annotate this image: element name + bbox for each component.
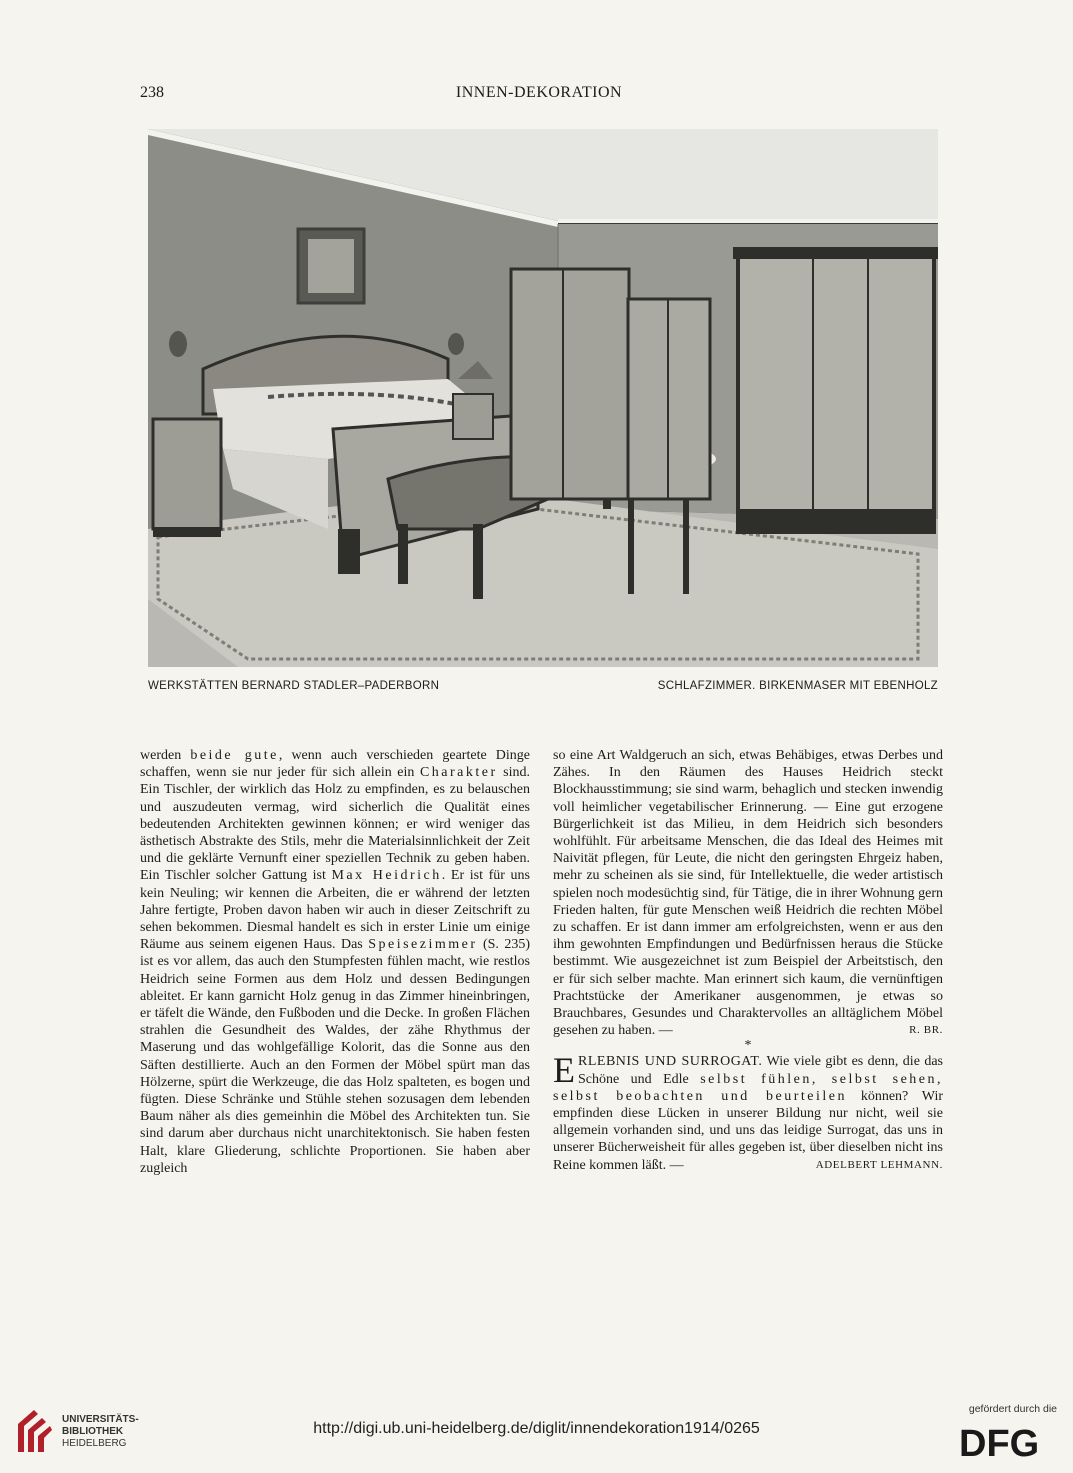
spaced-emphasis: Speisezimmer <box>368 937 478 953</box>
library-name-line: BIBLIOTHEK <box>62 1426 124 1437</box>
bedroom-photo-illustration <box>148 129 938 667</box>
article-paragraph <box>140 747 530 1177</box>
text-column-right <box>553 747 943 1174</box>
drop-cap: E <box>553 1050 575 1091</box>
library-name-line: UNIVERSITÄTS- <box>62 1414 139 1425</box>
text-run: . Er ist für uns kein Neuling; wir kennen die Arbeiten, die er während der letzten Jahre fertigte, Proben davon haben wir auch in dieser Zeitschrift zu sehen bekommen. Diesmal handelt es sich in erster Linie um einige Räume aus seinem eigenen Haus. Das <box>140 868 530 953</box>
funding-label: gefördert durch die <box>968 1403 1057 1415</box>
text-run: Wie viele gibt es denn, die das Schöne und Edle <box>578 1054 943 1087</box>
text-run: sind. Ein Tischler, der wirklich das Holz zu empfinden, es zu belauschen und auszudeuten vermag, wird sicherlich die Qualität eines bedeutenden Architekten gewinnen können; er wird weniger das ästhetisch Abstrakte des Stils, mehr die Materialsinnlichkeit der Zeit und die geklärte Vernunft einer speziellen Technik zu geben haben. Ein Tischler solcher Gattung ist <box>140 765 530 884</box>
photo-credit-caption: WERKSTÄTTEN BERNARD STADLER–PADERBORN <box>148 680 440 692</box>
dfg-logo-icon[interactable] <box>959 1424 1059 1460</box>
text-run: (S. 235) ist es vor allem, das auch den Stumpfesten fühlen macht, wie restlos Heidrich seine Formen aus dem Holz und dessen Bedingungen ableitet. Er kann garnicht Holz genug in das Zimmer hineinbringen, er täfelt die Wände, den Fußboden und die Decke. In großen Flächen strahlen die Gesundheit des Waldes, der zähe Rhythmus der Maserung und das wohlgefällige Kolorit, das die Sonne aus den Säften destillierte. Auch an den Formen der Möbel spürt man das Hölzerne, spürt die Werkzeuge, die das Holz spalteten, es bogen und fügten. Diese Schränke und Stühle stehen sozusagen dem lebenden Baum näher als dies gemeinhin die Möbel des Architekten tun. Sie sind darum aber durchaus nicht unarchitektonisch. Sie haben festen Halt, klare Gliederung, schlichte Proportionen. Sie haben aber zugleich <box>140 937 530 1176</box>
dfg-logo-text: DFG <box>959 1424 1040 1460</box>
page-number: 238 <box>140 84 164 101</box>
library-name-line: HEIDELBERG <box>62 1438 127 1449</box>
author-signature: R. BR. <box>909 1024 943 1037</box>
author-signature: ADELBERT LEHMANN. <box>815 1158 943 1171</box>
bedroom-photograph <box>148 129 938 667</box>
page-header <box>140 84 938 106</box>
spaced-emphasis: beide gute <box>190 748 279 763</box>
running-title: INNEN-DEKORATION <box>455 84 623 101</box>
permalink-url[interactable]: http://digi.ub.uni-heidelberg.de/diglit/innendekoration1914/0265 <box>313 1420 760 1437</box>
text-column-left <box>140 747 530 1177</box>
text-run: , wenn auch verschieden geartete Dinge schaffen, wenn sie nur jeder für sich allein ein <box>140 748 530 781</box>
article-title: RLEBNIS UND SURROGAT. <box>578 1054 763 1070</box>
text-run: so eine Art Waldgeruch an sich, etwas Behäbiges, etwas Derbes und Zähes. In den Räumen des Hauses Heidrich steckt Blockhausstimmung; sie sind warm, behaglich und stecken inwendig voll heimlicher vegetabilischer Erinnerung. — Eine gut erzogene Bürgerlichkeit ist das Milieu, in dem Heidrich sich besonders wohlfühlt. Für arbeitsame Menschen, die das Ideal des Heimes mit Naivität pflegen, für Leute, die nicht den geringsten Ehrgeiz haben, mehr zu scheinen als sie sind, für Intellektuelle, die weder artistisch spielen noch modesüchtig sind, für Tätige, die in ihrer Wohnung gern Frieden halten, für gute Menschen weiß Heidrich die rechten Möbel zu schaffen. Er ist dann immer am erfolgreichsten, wenn er aus den ihm gewohnten Empfindungen und Bedürfnissen heraus die Stücke bestimmt. Wie ausgezeichnet ist zum Beispiel der Arbeitstisch, den er für sich selber machte. Man erinnert sich kaum, die vernünftigen Prachtstücke der Amerikaner ausgenommen, je etwas so Brauchbares, Gesundes und Charaktervolles an alltäglichem Möbel gesehen zu haben. — <box>553 748 943 1039</box>
spaced-emphasis: Charakter <box>419 765 498 781</box>
text-run: werden <box>140 748 191 763</box>
article-paragraph <box>553 1050 944 1173</box>
article-paragraph <box>553 747 943 1039</box>
spaced-emphasis: selbst fühlen, selbst sehen, selbst beobachten und beurteilen <box>553 1071 944 1104</box>
spaced-emphasis: Max Heidrich <box>331 868 442 884</box>
section-separator: * <box>744 1038 752 1054</box>
footer-bar <box>0 1390 1073 1473</box>
photo-title-caption: SCHLAFZIMMER. BIRKENMASER MIT EBENHOLZ <box>657 680 938 692</box>
text-run: können? Wir empfinden diese Lücken in unserer Bildung nur nicht, weil sie allgemein vorhanden sind, und uns das leidige Surrogat, das uns in unserer Bücherweisheit für alles gegeben ist, über dieselben nicht ins Reine kommen läßt. — <box>553 1088 943 1173</box>
